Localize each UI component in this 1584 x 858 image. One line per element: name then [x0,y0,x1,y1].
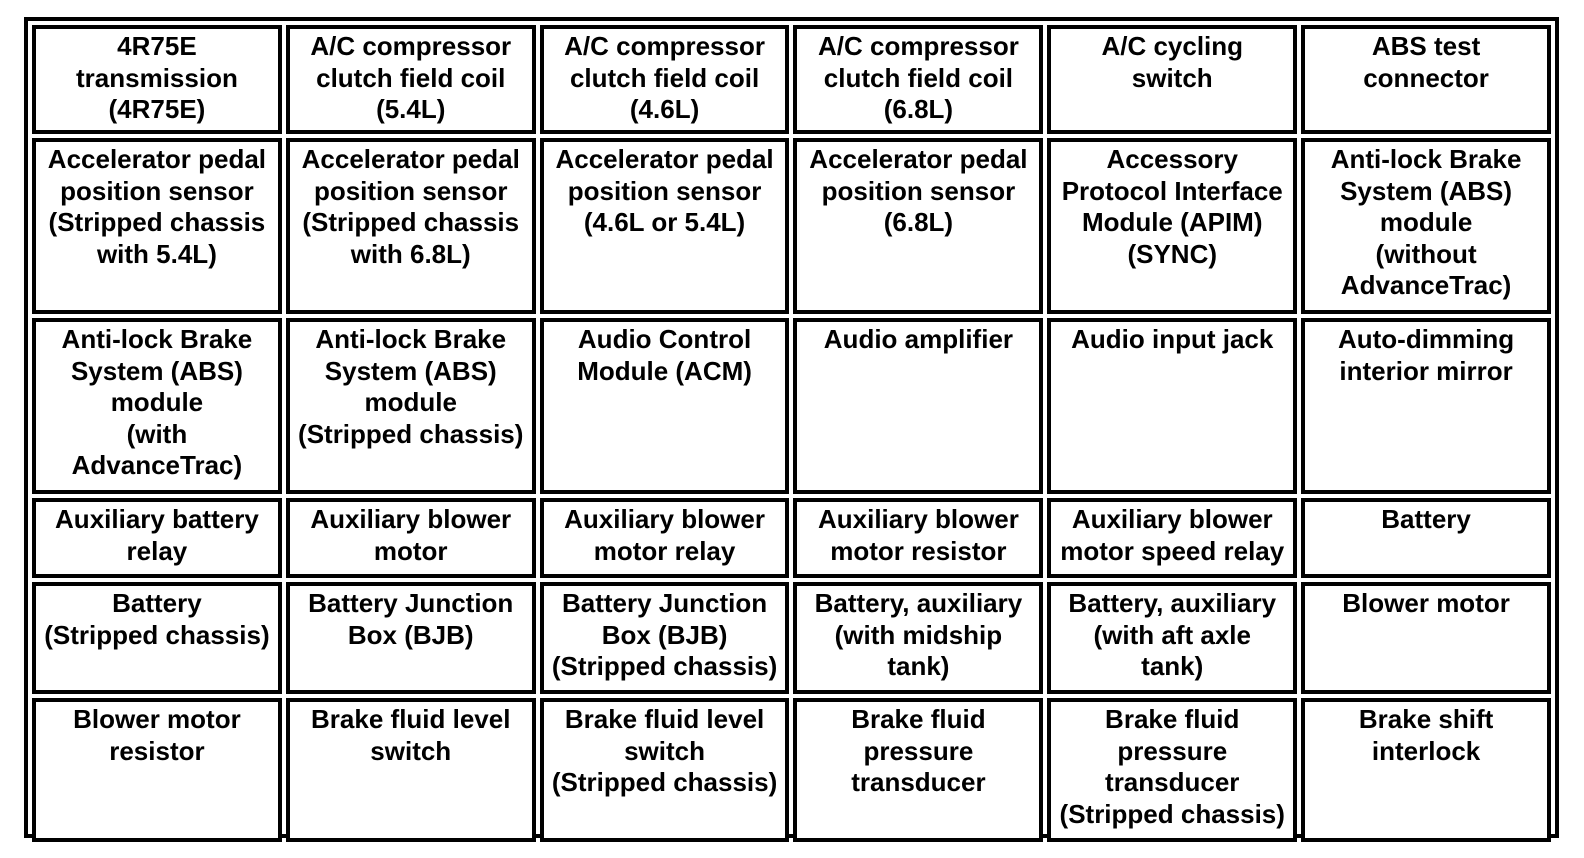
table-cell [793,318,1043,494]
cell-label: Battery [1381,504,1471,534]
cell-label: A/C cycling switch [1101,31,1244,93]
cell-label: Blower motor resistor [73,704,241,766]
table-cell [1047,582,1297,694]
cell-label: Auto-dimming interior mirror [1337,324,1515,386]
cell-label: A/C compressor clutch field coil (5.4L) [310,31,512,124]
table-cell [1047,498,1297,578]
table-cell [793,25,1043,134]
table-cell [286,498,536,578]
cell-label: Auxiliary battery relay [55,504,259,566]
table-cell [1301,25,1551,134]
table-cell [793,138,1043,314]
table-cell [540,138,790,314]
table-cell [32,25,282,134]
table-cell [540,698,790,842]
table-cell [32,698,282,842]
table-cell [540,25,790,134]
cell-label: Accelerator pedal position sensor (6.8L) [809,144,1028,237]
cell-label: Accelerator pedal position sensor (4.6L or 5.4L) [555,144,774,237]
table-cell [1047,138,1297,314]
cell-label: Battery Junction Box (BJB) [308,588,514,650]
table-cell [286,138,536,314]
cell-label: Auxiliary blower motor [310,504,512,566]
table-cell [1301,698,1551,842]
table-cell [1301,318,1551,494]
cell-label: Anti-lock Brake System (ABS) module (with AdvanceTrac) [61,324,253,480]
cell-label: A/C compressor clutch field coil (4.6L) [564,31,765,124]
cell-label: Battery Junction Box (BJB) (Stripped chassis) [551,588,778,681]
cell-label: Auxiliary blower motor relay [564,504,765,566]
table-cell [32,498,282,578]
table-cell [32,582,282,694]
table-cell [540,318,790,494]
table-cell [540,498,790,578]
table-cell [286,25,536,134]
cell-label: 4R75E transmission (4R75E) [76,31,238,124]
table-cell [1301,498,1551,578]
cell-label: Audio Control Module (ACM) [577,324,752,386]
table-cell [1047,318,1297,494]
table-cell [32,138,282,314]
cell-label: A/C compressor clutch field coil (6.8L) [817,31,1019,124]
cell-label: Audio input jack [1071,324,1274,354]
cell-label: Anti-lock Brake System (ABS) module (Stripped chassis) [298,324,524,449]
cell-label: Brake fluid level switch [311,704,511,766]
cell-label: Battery, auxiliary (with aft axle tank) [1068,588,1277,681]
table-cell [793,698,1043,842]
table-cell [286,698,536,842]
component-index-table [24,17,1559,838]
table-cell [1047,25,1297,134]
cell-label: Blower motor [1342,588,1510,618]
cell-label: ABS test connector [1363,31,1489,93]
cell-label: Brake shift interlock [1358,704,1494,766]
table-cell [1301,138,1551,314]
cell-label: Auxiliary blower motor speed relay [1060,504,1285,566]
cell-label: Accessory Protocol Interface Module (APIM) (SYNC) [1061,144,1283,269]
table-cell [286,318,536,494]
table-cell [540,582,790,694]
table-cell [793,582,1043,694]
cell-label: Brake fluid pressure transducer [851,704,986,797]
cell-label: Anti-lock Brake System (ABS) module (without AdvanceTrac) [1330,144,1522,300]
cell-label: Brake fluid level switch (Stripped chassis) [551,704,778,797]
table-cell [793,498,1043,578]
cell-label: Accelerator pedal position sensor (Stripped chassis with 6.8L) [301,144,520,269]
cell-label: Brake fluid pressure transducer (Stripped chassis) [1059,704,1285,829]
cell-label: Accelerator pedal position sensor (Stripped chassis with 5.4L) [47,144,267,269]
table-cell [1301,582,1551,694]
table-cell [32,318,282,494]
cell-label: Battery (Stripped chassis) [44,588,270,650]
cell-label: Battery, auxiliary (with midship tank) [814,588,1023,681]
cell-label: Auxiliary blower motor resistor [817,504,1019,566]
cell-label: Audio amplifier [823,324,1014,354]
table-cell [1047,698,1297,842]
table-cell [286,582,536,694]
